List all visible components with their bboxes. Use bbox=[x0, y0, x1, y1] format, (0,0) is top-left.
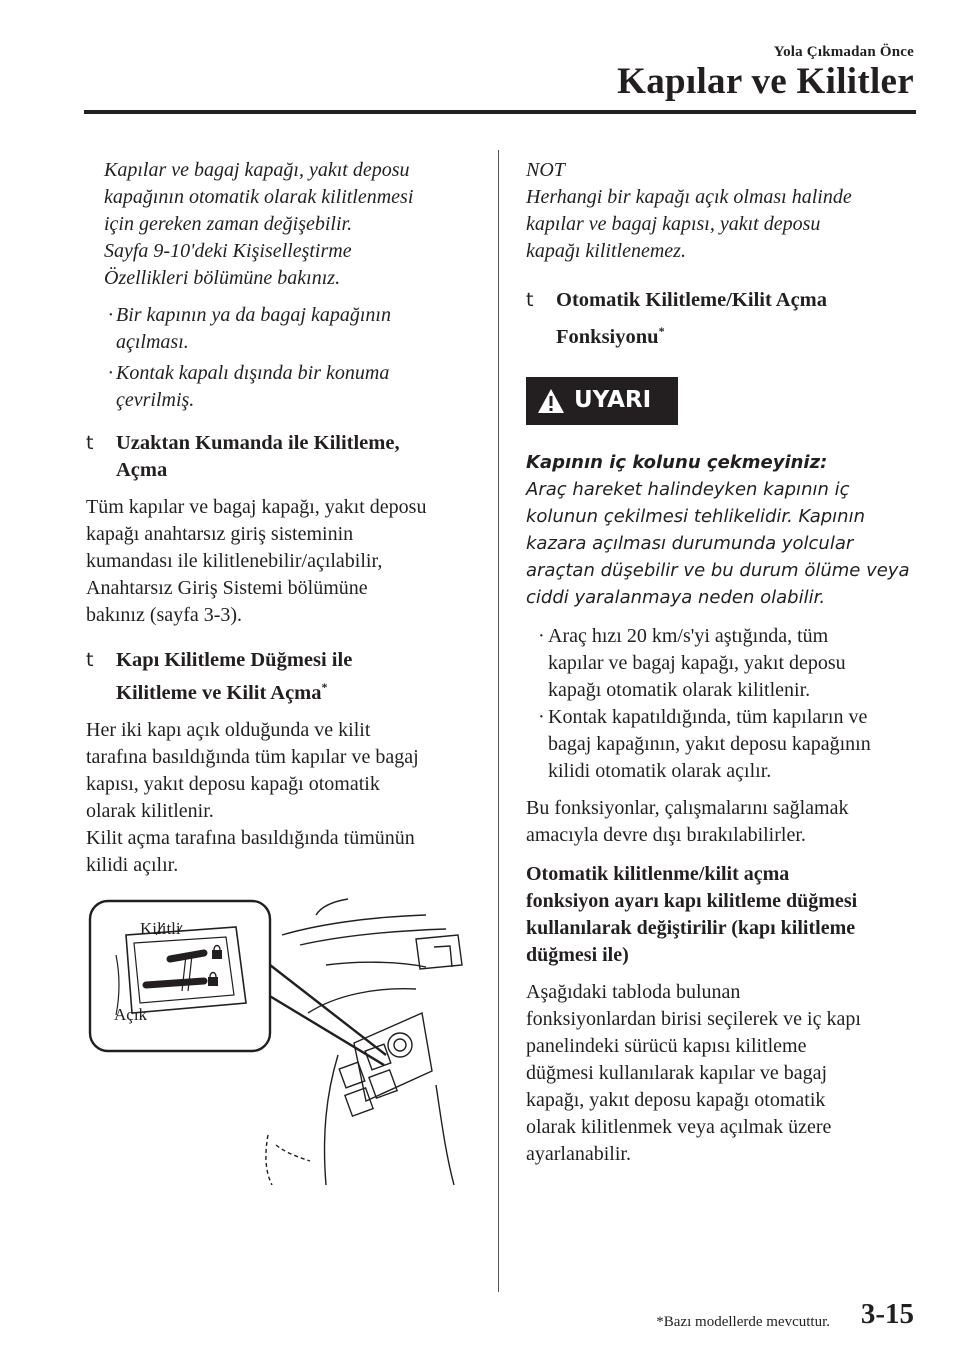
warning-line: araçtan düşebilir ve bu durum ölüme veya bbox=[526, 559, 910, 581]
remote-paragraph bbox=[86, 494, 478, 629]
warning-line: kolunun çekilmesi tehlikelidir. Kapının bbox=[526, 505, 865, 527]
column-divider bbox=[498, 150, 499, 1292]
warning-line: kazara açılması durumunda yolcular bbox=[526, 532, 854, 554]
bullet-line: Kontak kapalı dışında bir konuma bbox=[116, 362, 390, 384]
list-item bbox=[526, 704, 918, 785]
bullet-line: Bir kapının ya da bagaj kapağının bbox=[116, 304, 391, 326]
bullet-line: açılması. bbox=[116, 331, 189, 353]
warning-triangle-icon bbox=[536, 387, 566, 415]
door-lock-switch-illustration bbox=[86, 895, 478, 1185]
note-block bbox=[526, 157, 918, 265]
body-line: ayarlanabilir. bbox=[526, 1142, 631, 1165]
section-title-line: Otomatik Kilitleme/Kilit Açma bbox=[556, 289, 828, 311]
body-line: amacıyla devre dışı bırakılabilirler. bbox=[526, 823, 806, 846]
body-line: kumandası ile kilitlenebilir/açılabilir, bbox=[86, 550, 383, 572]
section-title-text: Kilitleme ve Kilit Açma bbox=[116, 681, 322, 704]
body-line: fonksiyonlardan birisi seçilerek ve iç kapı bbox=[526, 1007, 861, 1030]
warning-text bbox=[526, 449, 918, 611]
section-heading-lock-switch bbox=[86, 647, 478, 707]
bullet-dot: · bbox=[538, 705, 545, 728]
bullet-line: Araç hızı 20 km/s'yi aştığında, tüm bbox=[548, 624, 829, 647]
bullet-line: bagaj kapağının, yakıt deposu kapağının bbox=[548, 732, 871, 755]
warning-line: ciddi yaralanmaya neden olabilir. bbox=[526, 586, 826, 608]
body-line: kilidi açılır. bbox=[86, 853, 179, 876]
body-line: Bu fonksiyonlar, çalışmalarını sağlamak bbox=[526, 796, 849, 819]
lock-switch-paragraph bbox=[86, 717, 478, 879]
section-title-line: Açma bbox=[116, 459, 168, 481]
page-number: 3-15 bbox=[860, 1298, 914, 1330]
body-line: düğmesi kullanılarak kapılar ve bagaj bbox=[526, 1061, 828, 1084]
warning-badge bbox=[526, 377, 678, 425]
warning-title: Kapının iç kolunu çekmeyiniz: bbox=[526, 451, 828, 473]
body-line: olarak kilitlenir. bbox=[86, 799, 214, 822]
body-line: olarak kilitlenmek veya açılmak üzere bbox=[526, 1115, 832, 1138]
body-line: panelindeki sürücü kapısı kilitleme bbox=[526, 1034, 807, 1057]
section-title-line: Kapı Kilitleme Düğmesi ile bbox=[116, 649, 353, 671]
bullet-line: çevrilmiş. bbox=[116, 389, 195, 411]
warning-line: Araç hareket halindeyken kapının iç bbox=[526, 478, 850, 500]
intro-line: kapağının otomatik olarak kilitlenmesi bbox=[104, 186, 414, 208]
footer-note: *Bazı modellerde mevcuttur. bbox=[656, 1314, 830, 1330]
section-heading-auto-lock bbox=[526, 287, 918, 351]
asterisk-mark: * bbox=[658, 324, 665, 338]
note-line: Herhangi bir kapağı açık olması halinde bbox=[526, 186, 852, 208]
setting-change-heading bbox=[526, 861, 918, 969]
header-rule bbox=[84, 110, 916, 114]
list-item bbox=[86, 302, 478, 356]
list-item bbox=[526, 623, 918, 704]
body-line: Her iki kapı açık olduğunda ve kilit bbox=[86, 718, 371, 741]
bold-line: düğmesi ile) bbox=[526, 943, 629, 966]
section-marker: t bbox=[86, 432, 94, 454]
left-column bbox=[86, 157, 478, 1185]
right-column bbox=[526, 157, 918, 1168]
section-marker: t bbox=[86, 649, 94, 671]
body-line: Kilit açma tarafına basıldığında tümünün bbox=[86, 826, 415, 849]
bullet-line: kilidi otomatik olarak açılır. bbox=[548, 759, 772, 782]
warning-badge-label: UYARI bbox=[574, 387, 652, 414]
bullet-dot: · bbox=[538, 624, 545, 647]
bullet-dot: · bbox=[108, 304, 113, 326]
section-title-line bbox=[556, 318, 918, 351]
setting-paragraph bbox=[526, 979, 918, 1168]
bullet-line: kapağı otomatik olarak kilitlenir. bbox=[548, 678, 811, 701]
body-line: kapağı anahtarsız giriş sisteminin bbox=[86, 523, 354, 545]
section-title-text: Fonksiyonu bbox=[556, 325, 659, 348]
lock-label: Kilitli bbox=[140, 918, 181, 938]
intro-bullet-list bbox=[86, 302, 478, 414]
note-line: kapağı kilitlenemez. bbox=[526, 240, 686, 262]
body-line: kapısı, yakıt deposu kapağı otomatik bbox=[86, 772, 380, 795]
intro-line: Sayfa 9-10'deki Kişiselleştirme bbox=[104, 240, 352, 262]
intro-line: Özellikleri bölümüne bakınız. bbox=[104, 267, 341, 289]
body-line: Aşağıdaki tabloda bulunan bbox=[526, 980, 741, 1003]
intro-line: için gereken zaman değişebilir. bbox=[104, 213, 353, 235]
bullet-dot: · bbox=[108, 362, 113, 384]
bold-line: fonksiyon ayarı kapı kilitleme düğmesi bbox=[526, 889, 858, 912]
auto-lock-bullet-list bbox=[526, 623, 918, 785]
section-marker: t bbox=[526, 289, 534, 311]
unlock-label: Açık bbox=[114, 1004, 148, 1024]
body-line: bakınız (sayfa 3-3). bbox=[86, 604, 243, 626]
intro-paragraph bbox=[86, 157, 478, 292]
section-heading-remote bbox=[86, 430, 478, 484]
body-line: Tüm kapılar ve bagaj kapağı, yakıt deposu bbox=[86, 496, 427, 518]
body-line: tarafına basıldığında tüm kapılar ve bagaj bbox=[86, 745, 419, 768]
note-label: NOT bbox=[526, 159, 565, 181]
asterisk-mark: * bbox=[321, 680, 328, 694]
bullet-line: kapılar ve bagaj kapağı, yakıt deposu bbox=[548, 651, 846, 674]
page-title: Kapılar ve Kilitler bbox=[617, 61, 914, 102]
body-line: kapağı, yakıt deposu kapağı otomatik bbox=[526, 1088, 826, 1111]
body-line: Anahtarsız Giriş Sistemi bölümüne bbox=[86, 577, 368, 599]
header-section-label: Yola Çıkmadan Önce bbox=[773, 44, 914, 60]
note-line: kapılar ve bagaj kapısı, yakıt deposu bbox=[526, 213, 821, 235]
bullet-line: Kontak kapatıldığında, tüm kapıların ve bbox=[548, 705, 868, 728]
list-item bbox=[86, 360, 478, 414]
disable-paragraph bbox=[526, 795, 918, 849]
bold-line: kullanılarak değiştirilir (kapı kilitleme bbox=[526, 916, 856, 939]
section-title-line: Uzaktan Kumanda ile Kilitleme, bbox=[116, 432, 400, 454]
bold-line: Otomatik kilitlenme/kilit açma bbox=[526, 862, 790, 885]
intro-line: Kapılar ve bagaj kapağı, yakıt deposu bbox=[104, 159, 410, 181]
section-title-line bbox=[116, 674, 478, 707]
